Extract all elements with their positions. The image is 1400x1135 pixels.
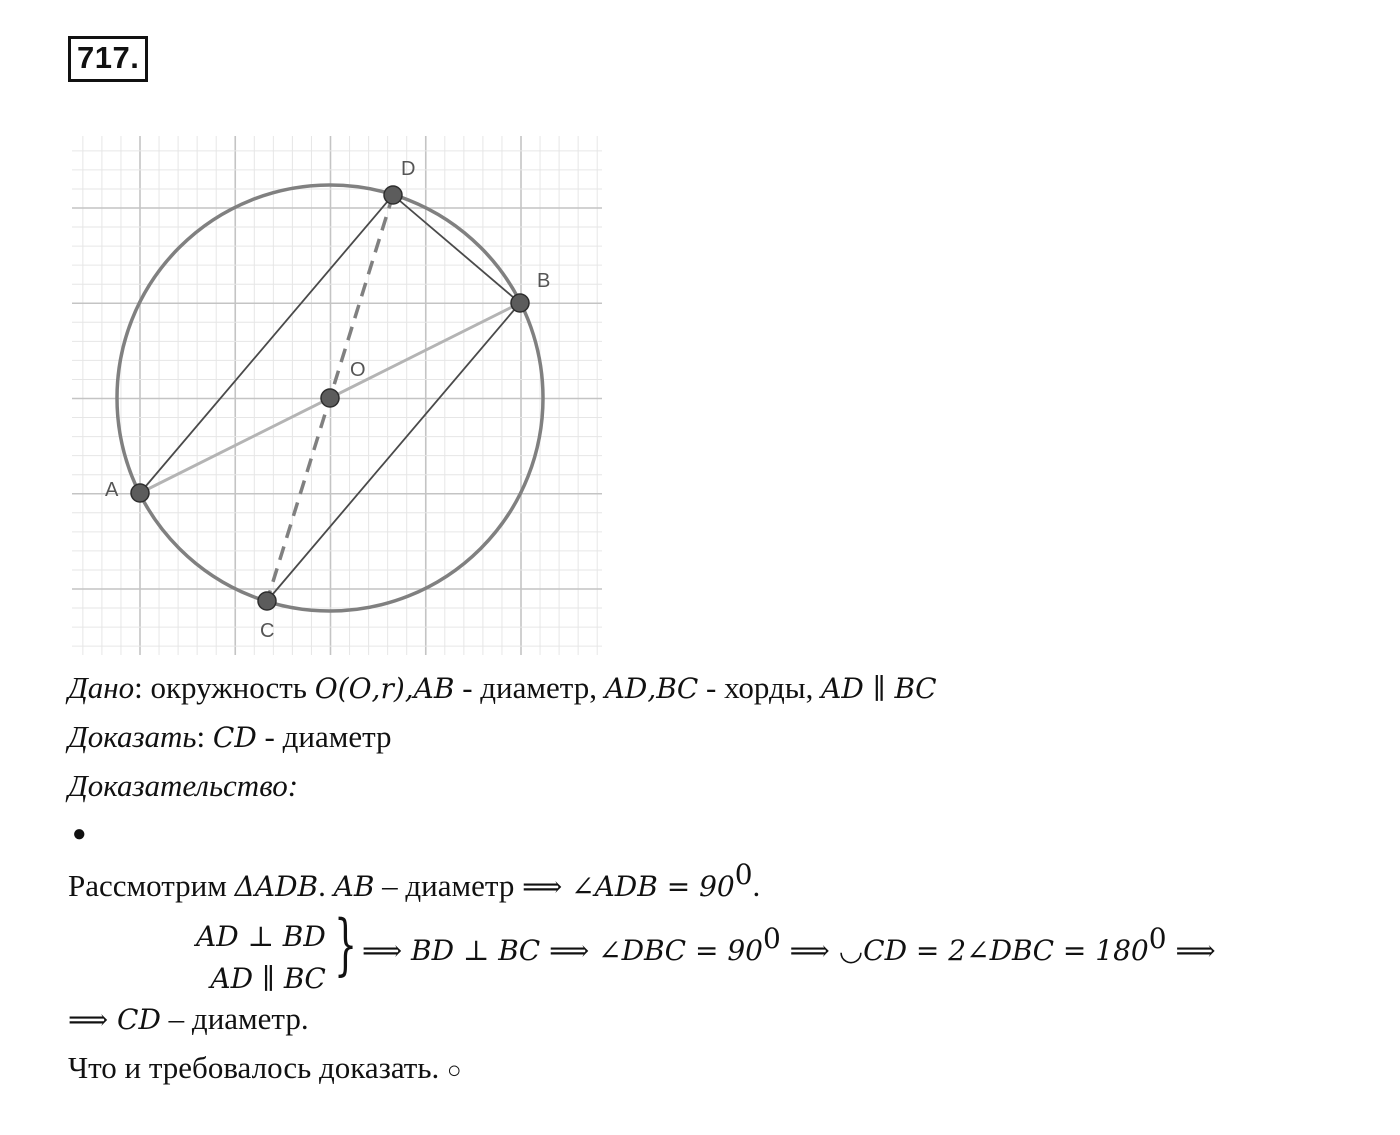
system-brace: } [334,906,358,983]
system-result-sup-1: 0 [762,922,781,955]
point-d [384,158,415,204]
point-d-dot [384,186,402,204]
point-a [105,479,149,502]
problem-number: 717. [68,36,148,82]
conclusion [68,1052,462,1083]
prove-label: Доказать [68,719,197,754]
prove-math-1: 𝐶𝐷 [212,721,257,754]
step-1-text-3: – диаметр [374,868,523,903]
step-2-text-1: – диаметр. [160,1001,309,1036]
prove-line [68,721,392,752]
step-1-math-2: 𝐴𝐵 [333,870,375,903]
step-2-math-1: ⟹ 𝐶𝐷 [68,1003,161,1036]
conclusion-text: Что и требовалось доказать. [68,1050,447,1085]
system-result [362,922,1216,968]
system-row-2: 𝐴𝐷 ∥ 𝐵𝐶 [210,962,326,995]
point-o-label: O [350,359,366,381]
prove-text-2: - диаметр [256,719,392,754]
given-text-2: - диаметр, [454,670,605,705]
step-1-text-1: Рассмотрим [68,868,235,903]
qed-mark: ○ [447,1058,462,1084]
proof-label: Доказательство: [68,768,299,803]
given-math-2: 𝐴𝐷,𝐵𝐶 [604,672,699,705]
system-result-2: ⟹ ◡𝐶𝐷 = 2∠𝐷𝐵𝐶 = 180 [780,934,1149,967]
step-1-text-4: . [752,868,761,903]
point-d-label: D [401,158,416,180]
point-c-dot [258,592,276,610]
given-math-1: 𝑂(𝑂,𝑟),𝐴𝐵 [314,672,455,705]
point-b [511,270,550,312]
step-1 [68,858,761,903]
step-1-text-2: . [318,868,334,903]
given-text-1: : окружность [134,670,315,705]
point-a-label: A [105,479,119,501]
point-c-label: C [260,620,275,642]
prove-text-1: : [196,719,213,754]
point-a-dot [131,484,149,502]
system-row-1: 𝐴𝐷 ⊥ 𝐵𝐷 [196,920,326,953]
point-b-dot [511,294,529,312]
given-text-3: - хорды, [698,670,822,705]
given-math-3: 𝐴𝐷 ∥ 𝐵𝐶 [821,672,937,705]
point-o-dot [321,389,339,407]
system-result-1: ⟹ 𝐵𝐷 ⊥ 𝐵𝐶 ⟹ ∠𝐷𝐵𝐶 = 90 [362,934,763,967]
step-1-math-3: ⟹ ∠𝐴𝐷𝐵 = 90 [522,870,735,903]
step-2 [68,1003,309,1034]
segment-db [393,195,520,303]
system-rows [196,916,326,1000]
bullet: ● [72,821,87,847]
system-result-sup-2: 0 [1148,922,1167,955]
step-1-sup: 0 [734,858,753,891]
point-b-label: B [537,270,551,292]
given-line [68,672,937,703]
system-result-3: ⟹ [1166,934,1216,967]
given-label: Дано [68,670,135,705]
segment-bc [267,303,520,601]
step-1-math-1: Δ𝐴𝐷𝐵 [234,870,319,903]
